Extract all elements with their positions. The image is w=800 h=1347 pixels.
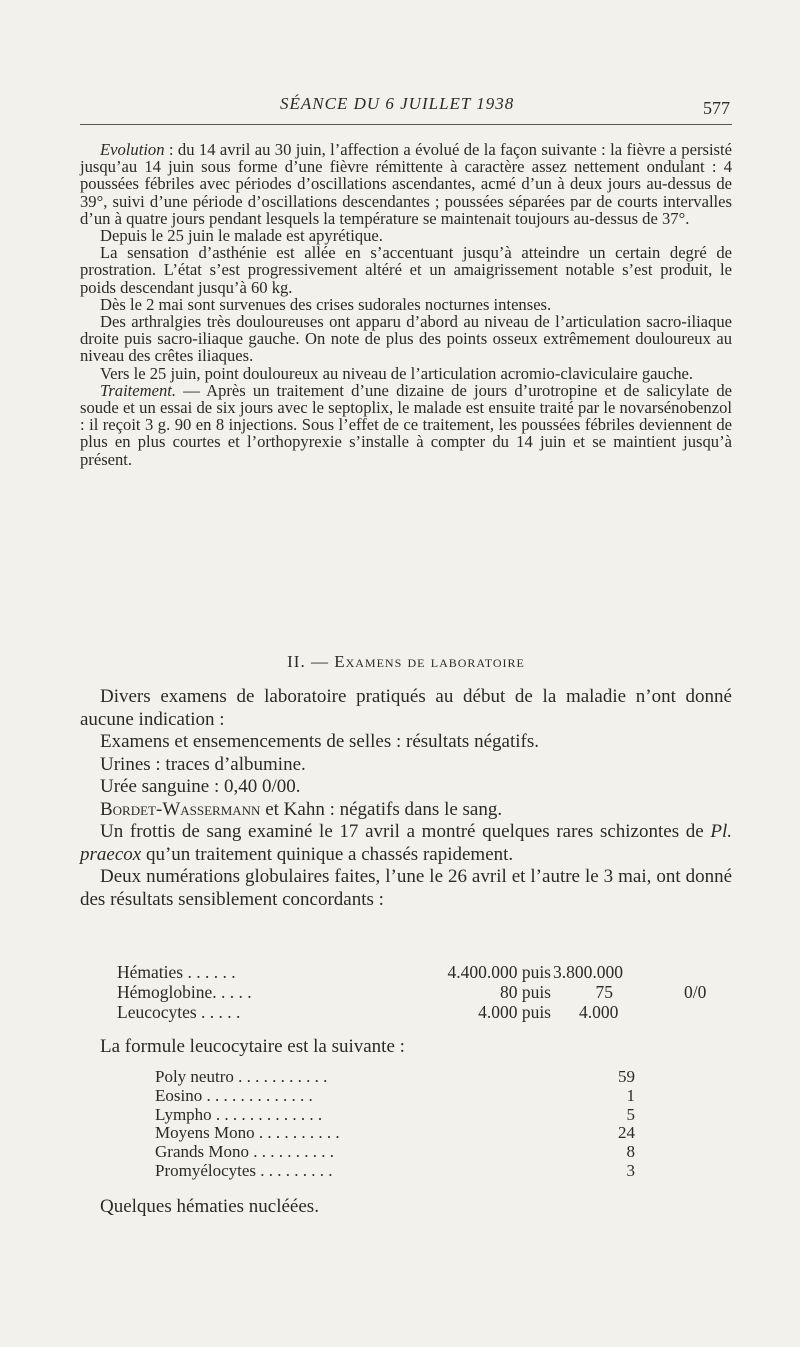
formula-label: Promyélocytes . . . . . . . . . (155, 1160, 333, 1180)
formula-value: 1 (626, 1085, 635, 1105)
blood-v2: 3.800.000 (553, 962, 623, 982)
clinical-history (80, 141, 732, 468)
lab-frottis (80, 821, 732, 866)
header-rule (80, 124, 732, 125)
lab-numerations: Deux numérations globulaires faites, l’une le 26 avril et l’autre le 3 mai, ont donné des résultats sensiblement concordants : (80, 866, 732, 910)
closing-line: Quelques hématies nucléées. (100, 1196, 319, 1217)
formula-value: 5 (626, 1104, 635, 1124)
table-row (155, 1162, 635, 1181)
blood-v1: 4.000 (478, 1002, 518, 1022)
leukocyte-formula-table (155, 1068, 635, 1181)
blood-sep: puis (521, 962, 551, 982)
paragraph-crises: Dès le 2 mai sont survenues des crises sudorales nocturnes intenses. (100, 294, 552, 314)
page-number: 577 (703, 98, 730, 118)
traitement-label: Traitement. (100, 380, 177, 400)
traitement-paragraph (80, 382, 732, 468)
paragraph-apyretique: Depuis le 25 juin le malade est apyrétique. (100, 226, 383, 246)
evolution-text: : du 14 avril au 30 juin, l’affection a évolué de la façon suivante : la fièvre a persisté jusqu’au 14 juin sous forme d’une fièvre rémittente à caractère assez nettement ondulant : 4 poussées fébriles avec périodes d’oscillations ascendantes, acmé d’un à deux jours au-dessus de 39°, suivi d’une période d’oscillations descendantes ; poussées séparées par de courts intervalles d’un à quatre jours pendant lesquels la température se maintenait toujours au-dessus de 37°. (80, 140, 732, 228)
paragraph-arthralgies: Des arthralgies très douloureuses ont apparu d’abord au niveau de l’articulation sacro-iliaque droite puis sacro-iliaque gauche. On note de plus des points osseux extrêmement douloureux au niveau des crêtes iliaques. (80, 312, 732, 366)
formula-value: 59 (618, 1067, 635, 1086)
section-title: Examens de laboratoire (334, 652, 525, 671)
lab-bordet-wassermann (80, 799, 732, 822)
formula-label: Poly neutro . . . . . . . . . . . (155, 1067, 328, 1086)
table-row (155, 1106, 635, 1125)
evolution-paragraph (80, 141, 732, 227)
paragraph-acromio: Vers le 25 juin, point douloureux au niveau de l’articulation acromio-claviculaire gauche. (100, 363, 694, 383)
table-row (155, 1087, 635, 1106)
running-head (80, 94, 730, 124)
lab-uree: Urée sanguine : 0,40 0/00. (100, 776, 301, 797)
blood-sep: puis (521, 1002, 551, 1022)
table-row (117, 1002, 732, 1022)
running-title: SÉANCE DU 6 JUILLET 1938 (280, 94, 515, 113)
evolution-label: Evolution (100, 140, 165, 159)
blood-v2: 75 (595, 982, 613, 1002)
blood-v1: 4.400.000 (447, 962, 518, 982)
table-row (155, 1068, 635, 1087)
lab-intro: Divers examens de laboratoire pratiqués au début de la maladie n’ont donné aucune indication : (80, 686, 732, 730)
formula-label: Moyens Mono . . . . . . . . . . (155, 1123, 340, 1143)
frottis-species: Pl. praecox (80, 821, 732, 865)
section-numeral: II. (287, 652, 306, 671)
blood-value-first (404, 1002, 551, 1022)
blood-value-first (404, 962, 551, 982)
frottis-a: Un frottis de sang examiné le 17 avril a montré quelques rares schizontes de (100, 821, 711, 842)
lab-urines: Urines : traces d’albumine. (100, 753, 306, 775)
blood-v1: 80 (499, 982, 518, 1002)
blood-count-table (117, 962, 732, 1022)
formula-intro: La formule leucocytaire est la suivante : (100, 1036, 405, 1057)
formula-value: 8 (626, 1142, 635, 1162)
blood-value-first (404, 982, 551, 1002)
formula-label: Grands Mono . . . . . . . . . . (155, 1142, 334, 1162)
lab-selles: Examens et ensemencements de selles : résultats négatifs. (100, 731, 539, 752)
blood-label: Hémoglobine. . . . . (117, 982, 252, 1002)
bw-name: Bordet-Wassermann (100, 798, 261, 820)
bw-rest: et Kahn : négatifs dans le sang. (260, 798, 503, 820)
formula-label: Lympho . . . . . . . . . . . . . (155, 1104, 323, 1124)
formula-value: 24 (618, 1123, 635, 1143)
paragraph-asthenie: La sensation d’asthénie est allée en s’accentuant jusqu’à atteindre un certain degré de prostration. L’état s’est progressivement altéré et un amaigrissement notable s’est produit, le poids descendant jusqu’à 60 kg. (80, 243, 732, 297)
blood-sep: puis (521, 982, 551, 1002)
frottis-b: qu’un traitement quinique a chassés rapidement. (141, 843, 514, 865)
blood-v2: 4.000 (579, 1002, 619, 1022)
section-dash: — (305, 652, 335, 671)
formula-label: Eosino . . . . . . . . . . . . . (155, 1085, 313, 1105)
traitement-text: — Après un traitement d’une dizaine de jours d’urotropine et de salicylate de soude et un essai de six jours avec le septoplix, le malade est ensuite traité par le novarsénobenzol : il reçoit 3 g. 90 en 8 injections. Sous l’effet de ce traitement, les poussées fébriles deviennent de plus en plus courtes et l’orthopyrexie s’installe à compter du 14 juin et se maintient jusqu’à présent. (80, 380, 732, 469)
blood-label: Hématies . . . . . . (117, 962, 236, 982)
table-row (155, 1143, 635, 1162)
blood-unit: 0/0 (684, 982, 707, 1002)
blood-label: Leucocytes . . . . . (117, 1002, 241, 1022)
section-heading (80, 652, 732, 672)
formula-value: 3 (626, 1160, 635, 1180)
table-row (117, 982, 732, 1002)
table-row (155, 1124, 635, 1143)
lab-results (80, 686, 732, 911)
table-row (117, 962, 732, 982)
